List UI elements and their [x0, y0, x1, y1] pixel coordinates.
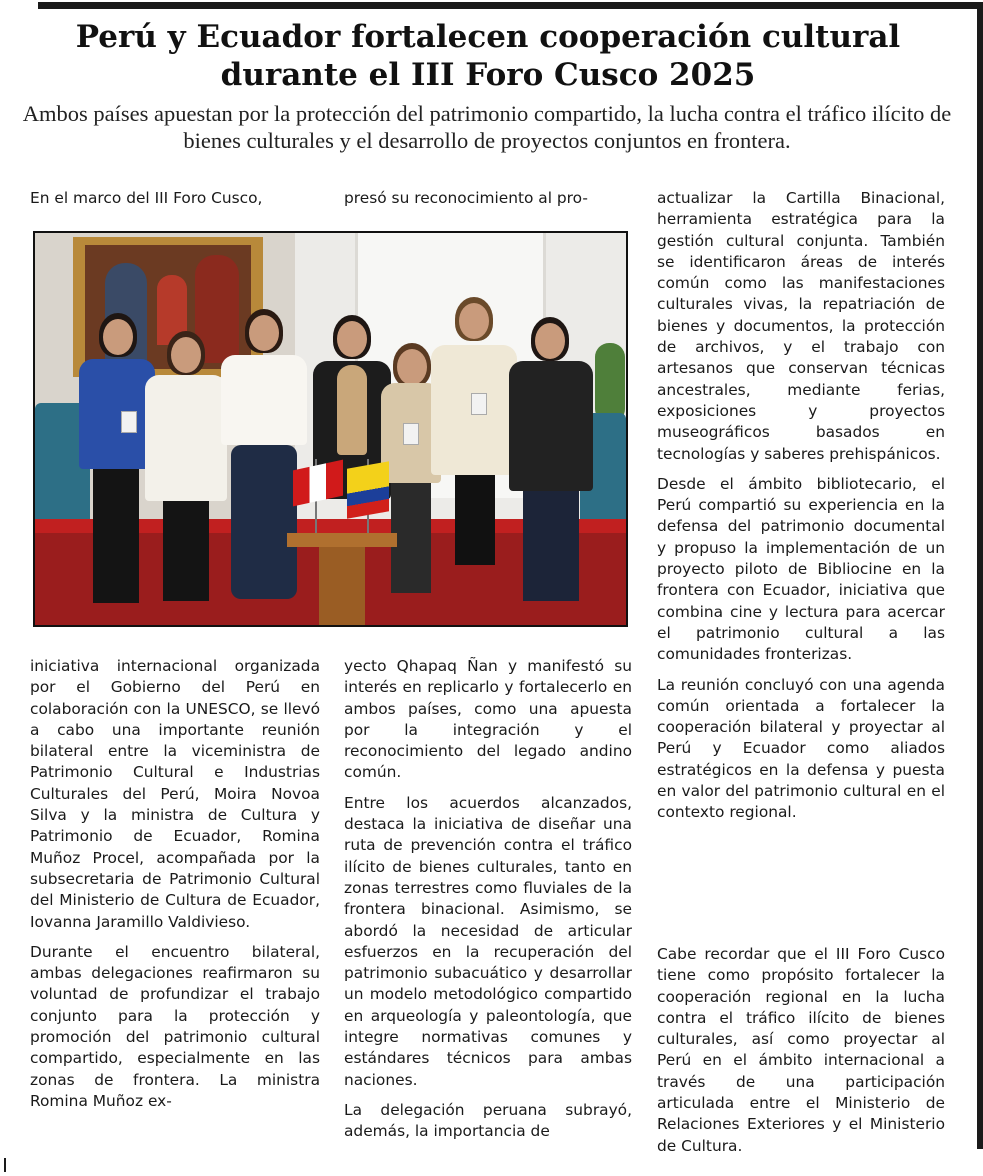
paragraph: La delegación peruana subrayó, además, la importancia de: [344, 1100, 632, 1141]
column-1-top: [30, 188, 320, 218]
flag-table: [287, 533, 397, 547]
article-subheadline: Ambos países apuestan por la protección del patrimonio compartido, la lucha contra el tráfico ilícito de bienes culturales y el desarrollo de proyectos conjuntos en frontera.: [22, 101, 952, 153]
paragraph: Cabe recordar que el III Foro Cusco tiene como propósito fortalecer la cooperación regional en la lucha contra el tráfico ilícito de bienes culturales, así como proyectar al Perú en el ámbito internacional a través de una participación articulada entre el Ministerio de Relaciones Exteriores y el Ministerio de Cultura.: [657, 945, 945, 1155]
paragraph: Entre los acuerdos alcanzados, destaca la iniciativa de diseñar una ruta de prevención contra el tráfico ilícito de bienes culturales, tanto en zonas terrestres como fluviales de la frontera binacional. Asimismo, se abordó la necesidad de articular esfuerzos en la recuperación del patrimonio subacuático y desarrollar un modelo metodológico compartido en arqueología y paleontología, que integre normativas comunes y estándares técnicos para ambas naciones.: [344, 793, 632, 1089]
paragraph: actualizar la Cartilla Binacional, herramienta estratégica para la gestión cultural conjunta. También se identificaron áreas de interés común como las manifestaciones culturales vivas, la repatriación de bienes y documentos, la protección de archivos, y el trabajo con artesanos que conservan técnicas ancestrales, mediante ferias, exposiciones y proyectos museográficos basados en tecnologías y saberes prehispánicos.: [657, 189, 945, 463]
column-3-bottom: [657, 944, 945, 1166]
column-2: [344, 656, 632, 1152]
column-1-lead: En el marco del III Foro Cusco,: [30, 189, 263, 207]
column-2-lead: presó su reconocimiento al pro-: [344, 189, 588, 207]
column-1: [30, 656, 320, 1121]
top-rule: [38, 2, 983, 9]
paragraph: Durante el encuentro bilateral, ambas delegaciones reafirmaron su voluntad de profundizar el trabajo conjunto para la protección y promoción del patrimonio cultural compartido, especialmente en las zonas de frontera. La ministra Romina Muñoz ex-: [30, 942, 320, 1110]
ecuador-flag: [347, 461, 389, 518]
paragraph: yecto Qhapaq Ñan y manifestó su interés en replicarlo y fortalecerlo en ambos países, como una apuesta por la integración y el reconocimiento del legado andino común.: [344, 657, 632, 782]
paragraph: La reunión concluyó con una agenda común orientada a fortalecer la cooperación bilateral y proyectar al Perú y Ecuador como aliados estratégicos en la defensa y puesta en valor del patrimonio cultural en el contexto regional.: [657, 675, 945, 822]
meeting-photo: [33, 231, 628, 627]
paragraph: Desde el ámbito bibliotecario, el Perú compartió su experiencia en la defensa del patrimonio documental y propuso la implementación de un proyecto piloto de Bibliocine en la frontera con Ecuador, iniciativa que combina cine y lectura para acercar el patrimonio cultural a las comunidades fronterizas.: [657, 474, 945, 664]
right-rule: [977, 9, 983, 1149]
margin-mark: [4, 1158, 6, 1172]
column-2-top: [344, 188, 632, 218]
article-headline: Perú y Ecuador fortalecen cooperación cultural durante el III Foro Cusco 2025: [75, 19, 901, 93]
column-3: [657, 188, 945, 833]
paragraph: iniciativa internacional organizada por el Gobierno del Perú en colaboración con la UNESCO, se llevó a cabo una importante reunión bilateral entre la viceministra de Patrimonio Cultural e Industrias Culturales del Perú, Moira Novoa Silva y la ministra de Cultura y Patrimonio de Ecuador, Romina Muñoz Procel, acompañada por la subsecretaria de Patrimonio Cultural del Ministerio de Cultura de Ecuador, Iovanna Jaramillo Valdivieso.: [30, 657, 320, 931]
